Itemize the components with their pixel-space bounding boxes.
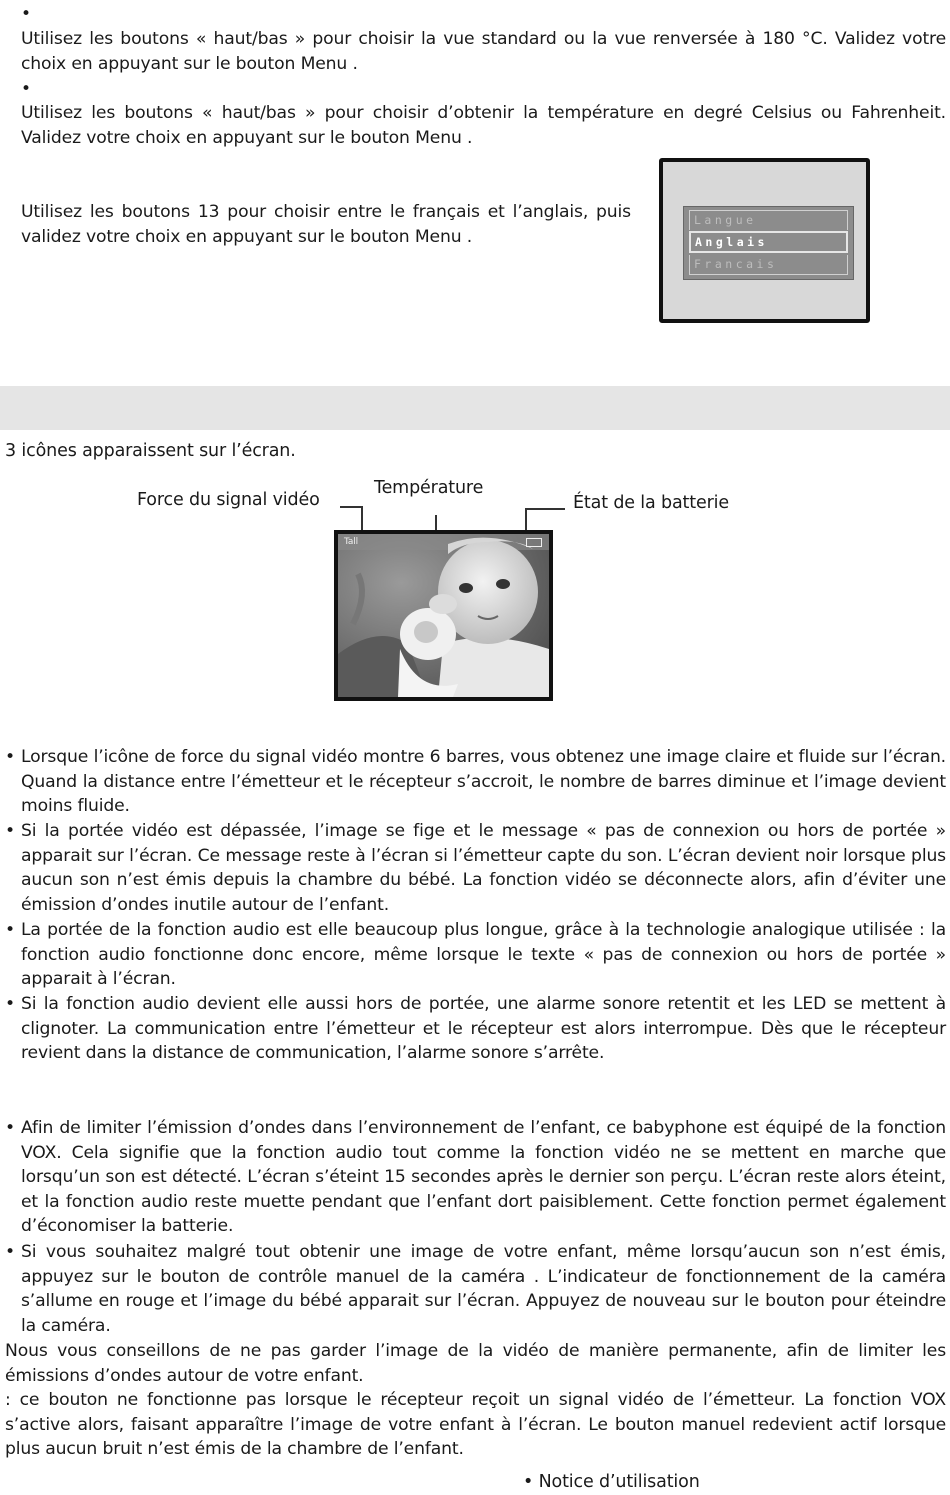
bullet-marker: • <box>21 79 31 99</box>
bullet-marker: • <box>21 4 31 24</box>
list-item-text: La portée de la fonction audio est elle beaucoup plus longue, grâce à la technologie analogique utilisée : la fonction audio fonctionne donc encore, même lorsque le texte « pas de connexion ou hors de portée » apparait à l’écran. <box>21 920 946 990</box>
advice-paragraph: Nous vous conseillons de ne pas garder l’image de la vidéo de manière permanente, afin de limiter les émissions d’ondes autour de votre enfant. <box>5 1341 946 1386</box>
leader-line <box>525 508 527 530</box>
baby-photo <box>338 534 549 697</box>
icons-intro: 3 icônes apparaissent sur l’écran. <box>5 441 296 461</box>
menu-option-selected: Anglais <box>689 231 848 253</box>
list-item <box>5 918 946 992</box>
list-item <box>5 992 946 1066</box>
leader-line <box>340 506 362 508</box>
bullet-marker: • <box>5 1118 15 1138</box>
bullet-marker: • <box>5 1242 15 1262</box>
list-item-text: Si la portée vidéo est dépassée, l’image se fige et le message « pas de connexion ou hors de portée » apparait sur l’écran. Ce message reste à l’écran si l’émetteur capte du son. L’écran devient noir lorsque plus aucun son n’est émis depuis la chambre du bébé. La fonction vidéo se déconnecte alors, afin d’éviter une émission d’ondes inutile autour de l’enfant. <box>21 821 946 915</box>
leader-line <box>361 506 363 530</box>
list-item-text: Si vous souhaitez malgré tout obtenir une image de votre enfant, même lorsqu’aucun son n’est émis, appuyez sur le bouton de contrôle manuel de la caméra . L’indicateur de fonctionnement de la caméra s’allume en rouge et l’image du bébé apparait sur l’écran. Appuyez de nouveau sur le bouton pour éteindre la caméra. <box>21 1242 946 1336</box>
instruction-language: Utilisez les boutons 13 pour choisir entre le français et l’anglais, puis validez votre choix en appuyant sur le bouton Menu . <box>21 202 631 247</box>
leader-line <box>525 508 565 510</box>
label-temperature: Température <box>374 478 484 498</box>
instruction-view-orientation: Utilisez les boutons « haut/bas » pour choisir la vue standard ou la vue renversée à 180 °C. Validez votre choix en appuyant sur le bouton Menu . <box>21 29 946 74</box>
language-menu <box>683 206 854 280</box>
page-footer: • Notice d’utilisation <box>523 1472 700 1492</box>
signal-strength-icon: Tall <box>344 537 358 547</box>
list-item <box>5 745 946 819</box>
language-menu-screen <box>659 158 870 323</box>
instruction-temperature-unit: Utilisez les boutons « haut/bas » pour choisir d’obtenir la température en degré Celsius ou Fahrenheit. Validez votre choix en appuyant sur le bouton Menu . <box>21 103 946 148</box>
label-battery: État de la batterie <box>573 493 729 513</box>
list-item-text: Si la fonction audio devient elle aussi hors de portée, une alarme sonore retentit et les LED se mettent à clignoter. La communication entre l’émetteur et le récepteur est alors interrompue. Dès que le récepteur revient dans la distance de communication, l’alarme sonore s’arrête. <box>21 994 946 1064</box>
bullet-marker: • <box>5 920 15 940</box>
label-signal-strength: Force du signal vidéo <box>137 490 320 510</box>
menu-option: Francais <box>689 255 848 275</box>
menu-title: Langue <box>689 210 848 230</box>
bullet-marker: • <box>5 821 15 841</box>
leader-line <box>435 515 437 530</box>
battery-icon <box>526 538 542 547</box>
list-item-text: Lorsque l’icône de force du signal vidéo montre 6 barres, vous obtenez une image claire et fluide sur l’écran. Quand la distance entre l’émetteur et le récepteur s’accroit, le nombre de barres diminue et l’image devient moins fluide. <box>21 747 946 817</box>
list-item <box>5 1116 946 1239</box>
monitor-screen-image <box>334 530 553 701</box>
bullet-marker: • <box>5 747 15 767</box>
section-header-band <box>0 386 950 430</box>
list-item <box>5 819 946 917</box>
list-item <box>5 1240 946 1338</box>
bullet-marker: • <box>5 994 15 1014</box>
list-item-text: Afin de limiter l’émission d’ondes dans l’environnement de l’enfant, ce babyphone est équipé de la fonction VOX. Cela signifie que la fonction audio tout comme la fonction vidéo ne se mettent en marche que lorsqu’un son est détecté. L’écran s’éteint 15 secondes après le dernier son perçu. L’écran reste alors éteint, et la fonction audio reste muette pendant que l’enfant dort paisiblement. Cette fonction permet également d’économiser la batterie. <box>21 1118 946 1237</box>
note-paragraph: : ce bouton ne fonctionne pas lorsque le récepteur reçoit un signal vidéo de l’émetteur. La fonction VOX s’active alors, faisant apparaître l’image de votre enfant à l’écran. Le bouton manuel redevient actif lorsque plus aucun bruit n’est émis de la chambre de l’enfant. <box>5 1390 946 1460</box>
